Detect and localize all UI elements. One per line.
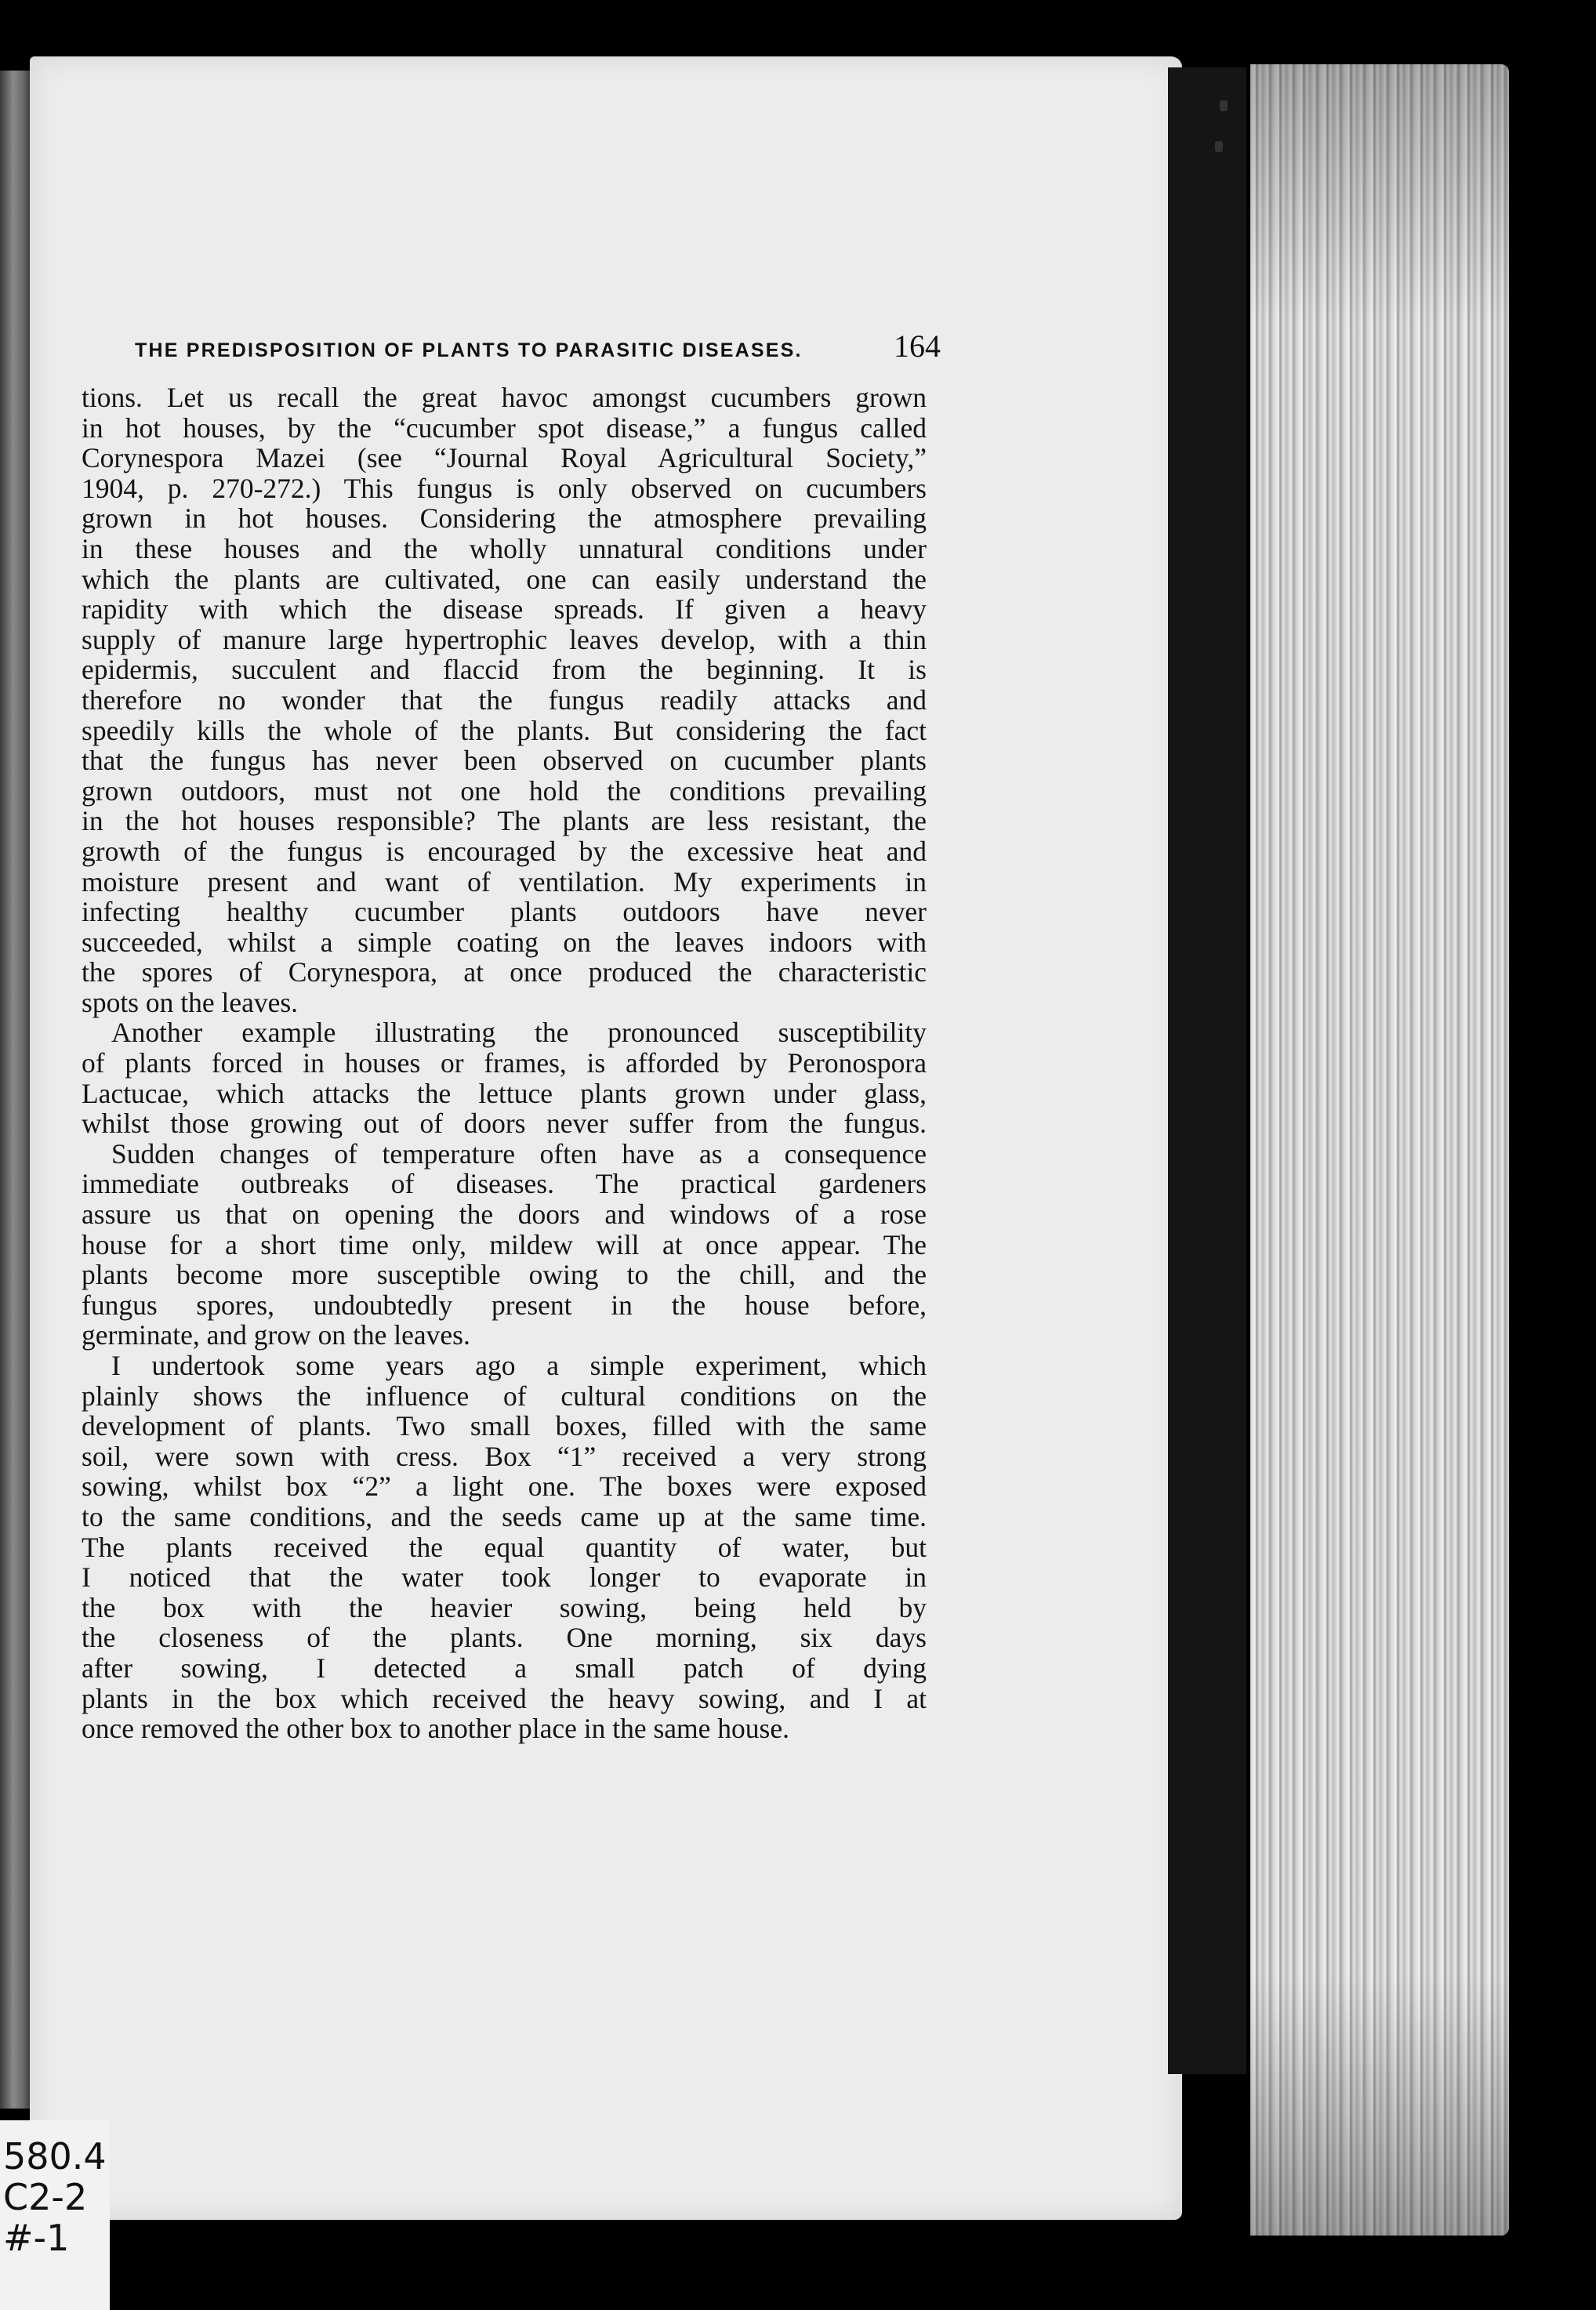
text-line: after sowing, I detected a small patch of dying (82, 1652, 927, 1684)
text-line: infecting healthy cucumber plants outdoors have never (82, 896, 927, 928)
shelfmark-line: C2-2 (3, 2176, 88, 2218)
text-line: immediate outbreaks of diseases. The practical gardeners (82, 1168, 927, 1200)
text-line: development of plants. Two small boxes, filled with the same (82, 1410, 927, 1442)
text-line: I undertook some years ago a simple experiment, which (111, 1350, 927, 1381)
shelfmark (0, 2120, 110, 2310)
text-line: the spores of Corynespora, at once produced the characteristic (82, 956, 927, 988)
text-line: moisture present and want of ventilation. My experiments in (82, 865, 927, 898)
scan-speck (1220, 100, 1228, 111)
scan-speck (1215, 141, 1223, 152)
text-line: the closeness of the plants. One morning, six days (82, 1622, 927, 1654)
running-title: THE PREDISPOSITION OF PLANTS TO PARASITIC DISEASES. (135, 339, 803, 361)
text-line: in the hot houses responsible? The plants are less resistant, the (82, 805, 927, 837)
page-number: 164 (894, 328, 941, 364)
shelfmark-line: 580.4 (3, 2135, 107, 2178)
text-line: succeeded, whilst a simple coating on the leaves indoors with (82, 926, 927, 958)
text-line: of plants forced in houses or frames, is afforded by Peronospora (82, 1047, 927, 1079)
text-line: Lactucae, which attacks the lettuce plants grown under glass, (82, 1077, 927, 1109)
text-line: spots on the leaves. (82, 986, 299, 1018)
running-head (135, 328, 941, 364)
text-line: fungus spores, undoubtedly present in the house before, (82, 1289, 927, 1321)
body-text (82, 383, 927, 1744)
text-line: sowing, whilst box “2” a light one. The boxes were exposed (82, 1470, 927, 1503)
text-line: whilst those growing out of doors never suffer from the fungus. (82, 1108, 927, 1140)
text-line: supply of manure large hypertrophic leaves develop, with a thin (82, 623, 927, 655)
text-line: The plants received the equal quantity of water, but (82, 1531, 927, 1563)
text-line: that the fungus has never been observed on cucumber plants (82, 745, 927, 777)
text-line: house for a short time only, mildew will at once appear. The (82, 1228, 927, 1260)
text-line: rapidity with which the disease spreads. If given a heavy (82, 593, 927, 626)
text-line: Another example illustrating the pronounced susceptibility (111, 1017, 927, 1049)
text-line: tions. Let us recall the great havoc amongst cucumbers grown (82, 382, 927, 413)
text-line: Sudden changes of temperature often have as a consequence (111, 1137, 927, 1170)
text-line: growth of the fungus is encouraged by the excessive heat and (82, 835, 927, 867)
text-line: assure us that on opening the doors and windows of a rose (82, 1199, 927, 1231)
text-line: plants become more susceptible owing to the chill, and the (82, 1259, 927, 1291)
text-line: grown outdoors, must not one hold the conditions prevailing (82, 774, 927, 807)
gutter-shadow (1168, 67, 1246, 2074)
text-line: speedily kills the whole of the plants. But considering the fact (82, 714, 927, 746)
text-line: in hot houses, by the “cucumber spot disease,” a fungus called (82, 412, 927, 444)
text-line: which the plants are cultivated, one can easily understand the (82, 563, 927, 595)
text-line: I noticed that the water took longer to evaporate in (82, 1561, 927, 1594)
text-line: 1904, p. 270-272.) This fungus is only observed on cucumbers (82, 472, 927, 504)
left-scan-edge (0, 71, 33, 2109)
text-line: plainly shows the influence of cultural conditions on the (82, 1380, 927, 1412)
text-line: grown in hot houses. Considering the atmosphere prevailing (82, 502, 927, 535)
text-line: germinate, and grow on the leaves. (82, 1319, 470, 1351)
text-line: epidermis, succulent and flaccid from the beginning. It is (82, 654, 927, 686)
text-line: the box with the heavier sowing, being held by (82, 1591, 927, 1623)
shelfmark-line: #-1 (3, 2217, 70, 2259)
page-edges-shade (1250, 64, 1509, 2236)
text-line: plants in the box which received the heavy sowing, and I at (82, 1682, 927, 1714)
text-line: therefore no wonder that the fungus readily attacks and (82, 684, 927, 716)
text-line: once removed the other box to another place in the same house. (82, 1713, 789, 1745)
text-line: to the same conditions, and the seeds came up at the same time. (82, 1500, 927, 1532)
text-line: in these houses and the wholly unnatural conditions under (82, 532, 927, 564)
text-line: soil, were sown with cress. Box “1” received a very strong (82, 1440, 927, 1472)
text-line: Corynespora Mazei (see “Journal Royal Agricultural Society,” (82, 442, 927, 474)
